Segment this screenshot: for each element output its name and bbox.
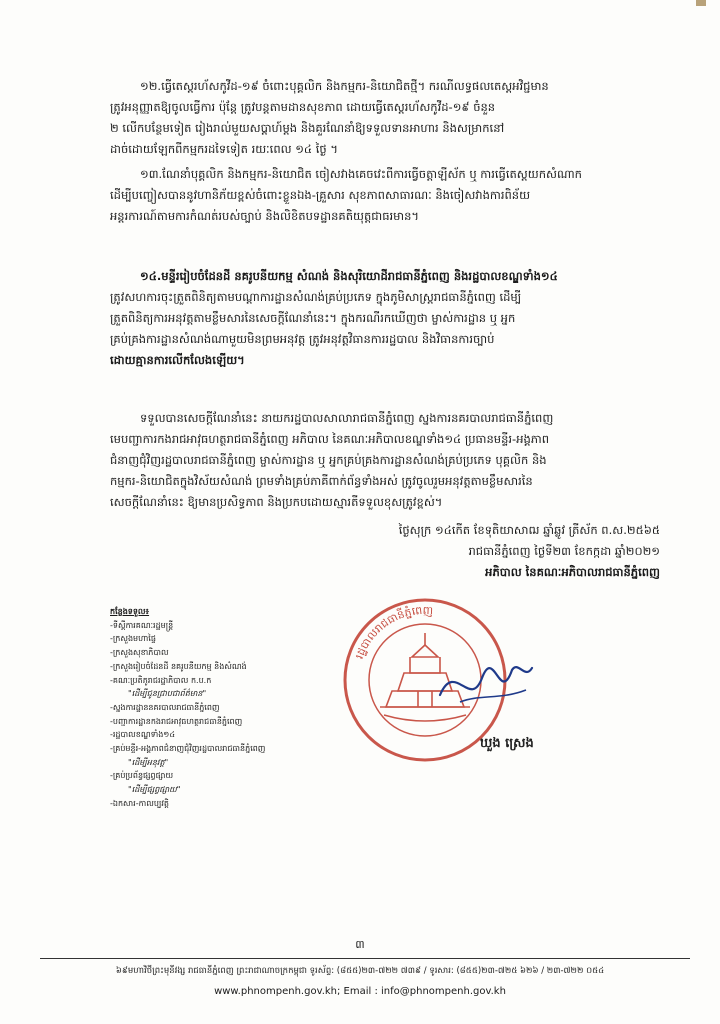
closing-paragraph — [110, 408, 650, 513]
item-14-line: ត្រួតពិនិត្យការអនុវត្តតាមខ្លឹមសារនៃសេចក្តីណែនាំនេះ។ ក្នុងករណីរកឃើញថា ម្ចាស់ការដ្ឋាន ឬ អ្នក — [110, 311, 516, 325]
handwritten-signature — [430, 650, 540, 720]
closing-line: ទទួលបានសេចក្តីណែនាំនេះ នាយករដ្ឋបាលសាលារាជធានីភ្នំពេញ ស្នងការនគរបាលរាជធានីភ្នំពេញ — [140, 411, 554, 425]
item-12-line: ២ លើកបន្ថែមទៀត រៀងរាល់មួយសប្តាហ៍ម្តង និងគួរណែនាំឱ្យទទួលទានអាហារ និងសម្រាកនៅ — [110, 121, 505, 135]
recipient-item: -បញ្ជាការដ្ឋានកងរាជអាវុធហត្ថរាជធានីភ្នំពេញ — [110, 716, 243, 726]
closing-line: មេបញ្ជាការកងរាជអាវុធហត្ថរាជធានីភ្នំពេញ អភិបាល នៃគណៈអភិបាលខណ្ឌទាំង១៤ ប្រធានមន្ទីរ-អង្គភាព — [110, 432, 550, 446]
recipient-item: -រដ្ឋបាលខណ្ឌទាំង១៤ — [110, 730, 175, 740]
item-13-line: ១៣.ណែនាំបុគ្គលិក និងកម្មករ-និយោជិត ចៀសវាងគេចវេះពីការធ្វើចត្តាឡីស័ក ឬ ការធ្វើតេស្តយកសំណាក — [140, 167, 582, 181]
recipient-item: -ឯកសារ-កាលប្បវត្តិ — [110, 798, 169, 808]
recipient-item: -ស្នងការដ្ឋាននគរបាលរាជធានីភ្នំពេញ — [110, 702, 220, 712]
recipient-item: "ដើម្បីផ្សព្វផ្សាយ" — [128, 785, 181, 795]
item-12-line: ១២.ធ្វើតេស្តរហ័សកូវីដ-១៩ ចំពោះបុគ្គលិក និងកម្មករ-និយោជិតថ្មី។ ករណីលទ្ធផលតេស្តអវិជ្ជមាន — [140, 79, 549, 93]
recipient-item: -ក្រសួងរៀបចំដែនដី នគរូបនីយកម្ម និងសំណង់ — [110, 661, 247, 671]
item-12 — [110, 76, 650, 160]
recipient-item: -គ្រប់ប្រព័ន្ធផ្សព្វផ្សាយ — [110, 771, 174, 781]
lunar-date: ថ្ងៃសុក្រ ១៤កើត ខែទុតិយាសាឍ ឆ្នាំឆ្លូវ ត្រីស័ក ព.ស.២៥៦៥ — [398, 523, 660, 537]
recipient-item: -គ្រប់មន្ទីរ-អង្គភាពជំនាញជុំវិញរដ្ឋបាលរាជធានីភ្នំពេញ — [110, 744, 266, 754]
closing-line: កម្មករ-និយោជិតក្នុងវិស័យសំណង់ ព្រមទាំងគ្រប់ភាគីពាក់ព័ន្ធទាំងអស់ ត្រូវចូលរួមអនុវត្តតាមខ្លឹមសារនៃ — [110, 474, 533, 488]
item-12-line: ត្រូវអនុញ្ញាតឱ្យចូលធ្វើការ ប៉ុន្តែ ត្រូវបន្តតាមដានសុខភាព ដោយធ្វើតេស្តរហ័សកូវីដ-១៩ ចំនួន — [110, 100, 496, 114]
footer-address: ៦៩មហាវិថីព្រះមុនីវង្ស រាជធានីភ្នំពេញ ព្រះរាជាណាចក្រកម្ពុជា ទូរស័ព្ទ: (៨៥៥)២៣-៧២២ ៧៣៩ / ទូរសារ: (៨៥៥)២៣-៧២៥ ៦២៦ / ២៣-៧២២ ០៥៤ — [115, 966, 605, 976]
signer-name: ឃួង ស្រេង — [480, 736, 534, 751]
recipients-list — [110, 605, 340, 811]
footer-web: www.phnompenh.gov.kh; Email : info@phnompenh.gov.kh — [214, 986, 506, 997]
item-14-line: ១៤.មន្ទីររៀបចំដែនដី នគរូបនីយកម្ម សំណង់ និងសុរិយោដីរាជធានីភ្នំពេញ និងរដ្ឋបាលខណ្ឌទាំង១៤ — [140, 269, 558, 283]
item-13-line: អន្តរការណ៍តាមការកំណត់របស់ច្បាប់ និងលិខិតបទដ្ឋានគតិយុត្តជាធរមាន។ — [110, 209, 420, 223]
page-number: ៣ — [355, 938, 365, 951]
item-14-line: គ្រប់គ្រងការដ្ឋានសំណង់ណាមួយមិនព្រមអនុវត្ត ត្រូវអនុវត្តវិធានការរដ្ឋបាល និងវិធានការច្បាប់ — [110, 332, 495, 346]
item-14-line: ដោយគ្មានការលើកលែងឡើយ។ — [110, 353, 245, 367]
recipient-item: "ដើម្បីអនុវត្ត" — [128, 757, 169, 767]
signer-title: អភិបាល នៃគណៈអភិបាលរាជធានីភ្នំពេញ — [485, 565, 660, 579]
recipients-heading: កន្លែងទទួល៖ — [110, 607, 150, 616]
recipient-item: -គណៈប្រតិភូរាជរដ្ឋាភិបាល ក.ប.ក — [110, 675, 212, 685]
corner-mark — [696, 0, 706, 6]
closing-line: ជំនាញជុំវិញរដ្ឋបាលរាជធានីភ្នំពេញ ម្ចាស់ការដ្ឋាន ឬ អ្នកគ្រប់គ្រងការដ្ឋានសំណង់គ្រប់ប្រភេទ បុគ្គលិក និង — [110, 453, 547, 467]
svg-text:រដ្ឋបាលរាជធានីភ្នំពេញ — [353, 604, 434, 661]
item-13 — [110, 164, 650, 227]
recipient-item: -ទីស្តីការគណៈរដ្ឋមន្ត្រី — [110, 620, 174, 630]
item-12-line: ដាច់ដោយឡែកពីកម្មករដទៃទៀត រយៈពេល ១៤ ថ្ងៃ ។ — [110, 142, 338, 156]
footer-divider — [40, 958, 690, 959]
closing-line: សេចក្តីណែនាំនេះ ឱ្យមានប្រសិទ្ធភាព និងប្រកបដោយស្មារតីទទួលខុសត្រូវខ្ពស់។ — [110, 495, 443, 509]
seal-ring-text: រដ្ឋបាលរាជធានីភ្នំពេញ — [352, 603, 434, 661]
item-14 — [110, 266, 650, 371]
item-14-line: ត្រូវសហការចុះត្រួតពិនិត្យតាមបណ្តាការដ្ឋានសំណង់គ្រប់ប្រភេទ ក្នុងភូមិសាស្ត្ររាជធានីភ្នំពេញ ដើម្បី — [110, 290, 522, 304]
recipient-item: -ក្រសួងសុខាភិបាល — [110, 648, 169, 658]
item-13-line: ដើម្បីបញ្ចៀសបាននូវហានិភ័យខ្ពស់ចំពោះខ្លួនឯង-គ្រួសារ សុខភាពសាធារណៈ និងចៀសវាងការពិន័យ — [110, 188, 531, 202]
solar-date: រាជធានីភ្នំពេញ ថ្ងៃទី២៣ ខែកក្កដា ឆ្នាំ២០២១ — [468, 544, 660, 558]
recipient-item: -ក្រសួងមហាផ្ទៃ — [110, 634, 156, 644]
date-block — [320, 520, 660, 583]
recipient-item: "ដើម្បីជូនជ្រាបជាព័ត៌មាន" — [128, 689, 207, 699]
